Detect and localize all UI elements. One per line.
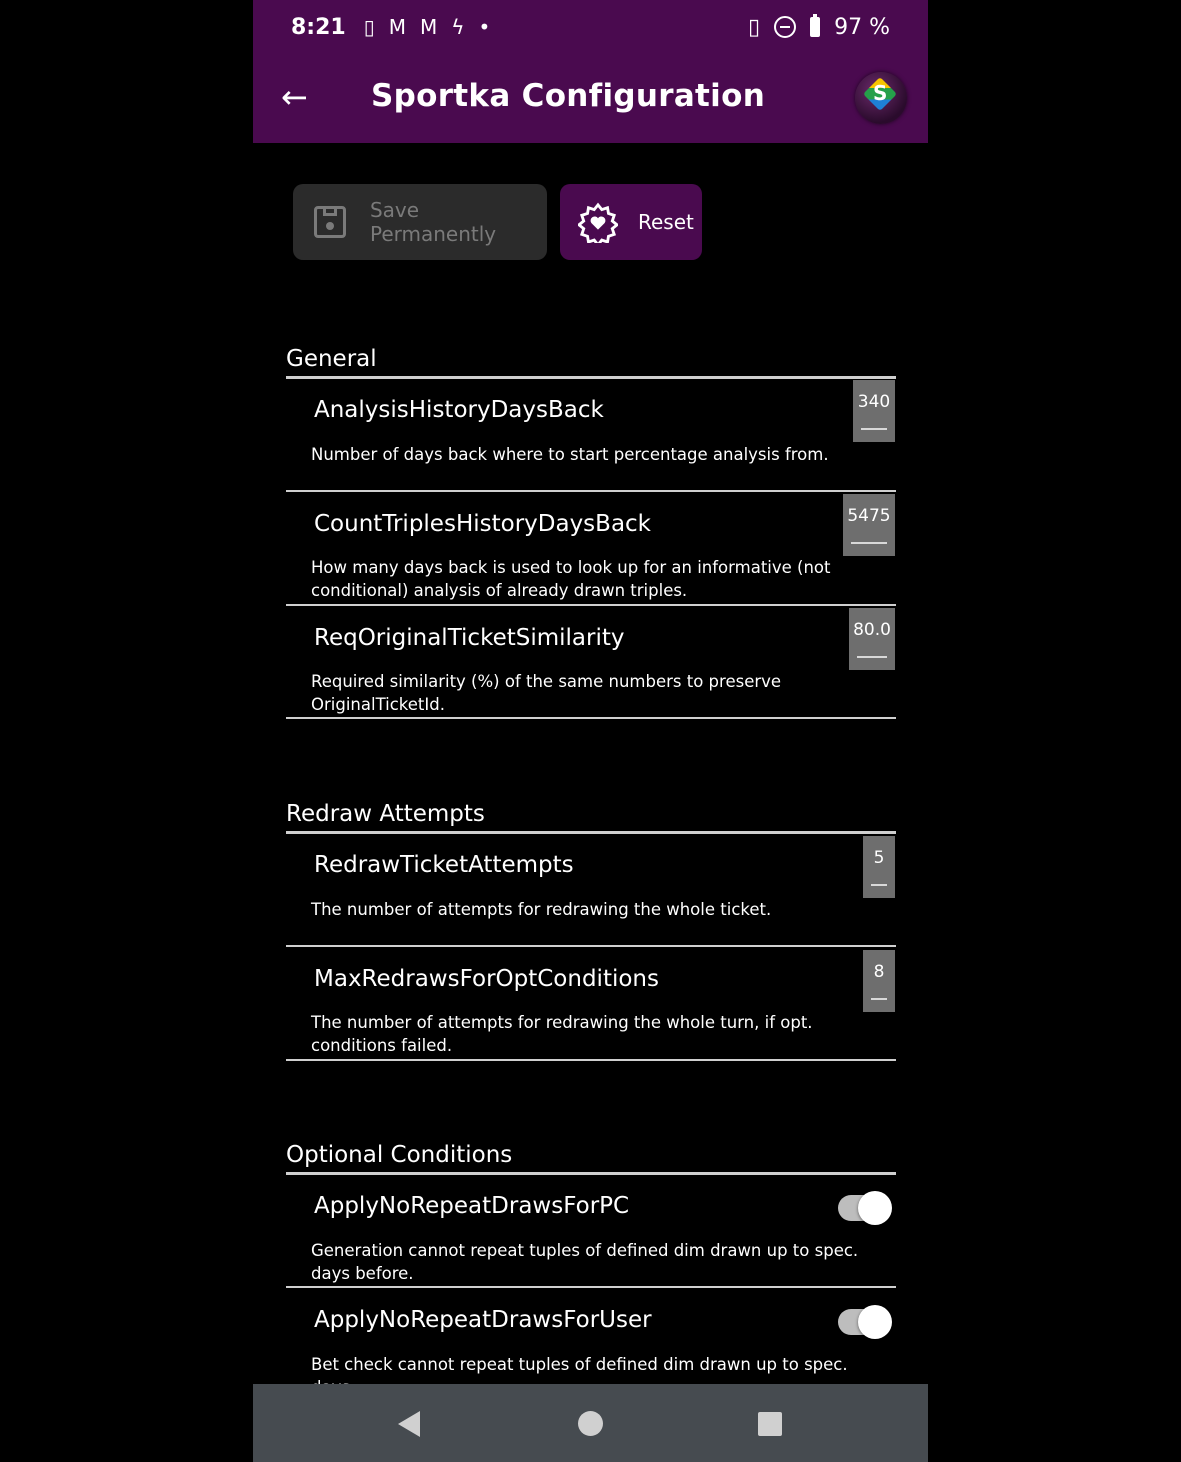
- setting-description: Number of days back where to start percentage analysis from.: [311, 445, 829, 464]
- setting-description: How many days back is used to look up for an informative (not conditional) analysis of already drawn triples.: [311, 558, 831, 600]
- setting-name: ApplyNoRepeatDrawsForPC: [314, 1193, 630, 1219]
- status-bar-right: [748, 10, 890, 44]
- battery-level: 97 %: [834, 14, 890, 40]
- dot-icon: •: [478, 15, 491, 39]
- item-divider: [286, 1286, 896, 1288]
- value-input-analysis-history-days-back[interactable]: [853, 380, 895, 442]
- setting-name: ReqOriginalTicketSimilarity: [314, 625, 625, 651]
- app-logo[interactable]: [855, 72, 907, 124]
- value-input-req-original-ticket-similarity[interactable]: [849, 608, 895, 670]
- setting-description: The number of attempts for redrawing the whole ticket.: [311, 900, 772, 919]
- value-text: 5475: [847, 506, 891, 526]
- item-divider: [286, 945, 896, 947]
- value-input-max-redraws-for-opt-conditions[interactable]: [863, 950, 895, 1012]
- status-bar-left: [291, 10, 490, 44]
- value-text: 5: [873, 848, 885, 868]
- section-divider: [286, 376, 896, 379]
- gmail-icon: M: [388, 15, 407, 39]
- setting-name: RedrawTicketAttempts: [314, 852, 574, 878]
- setting-description: Required similarity (%) of the same numbers to preserve OriginalTicketId.: [311, 672, 782, 714]
- setting-description: The number of attempts for redrawing the whole turn, if opt. conditions failed.: [311, 1013, 813, 1055]
- nav-back-icon[interactable]: [398, 1411, 420, 1437]
- value-input-count-triples-history-days-back[interactable]: [843, 494, 895, 556]
- setting-name: ApplyNoRepeatDrawsForUser: [314, 1307, 652, 1333]
- section-title-optional-conditions: Optional Conditions: [286, 1142, 513, 1168]
- setting-description: Generation cannot repeat tuples of defined dim drawn up to spec. days before.: [311, 1241, 859, 1283]
- gmail-icon: M: [420, 15, 438, 39]
- dnd-icon: [774, 16, 796, 38]
- system-nav-bar: [253, 1384, 928, 1462]
- activity-icon: ϟ: [451, 15, 465, 39]
- section-title-redraw-attempts: Redraw Attempts: [286, 801, 485, 827]
- setting-name: AnalysisHistoryDaysBack: [314, 397, 604, 423]
- save-icon: [311, 202, 350, 242]
- toggle-apply-no-repeat-draws-for-user[interactable]: [838, 1309, 890, 1335]
- section-divider: [286, 831, 896, 834]
- back-arrow-icon[interactable]: ←: [281, 78, 308, 116]
- setting-name: CountTriplesHistoryDaysBack: [314, 511, 652, 537]
- page-title: Sportka Configuration: [371, 78, 766, 114]
- phone-screen: [253, 0, 928, 1462]
- item-divider: [286, 1059, 896, 1061]
- reset-label: Reset: [638, 210, 694, 234]
- nav-recents-icon[interactable]: [758, 1412, 782, 1436]
- value-text: 340: [857, 392, 891, 412]
- value-input-redraw-ticket-attempts[interactable]: [863, 836, 895, 898]
- setting-name: MaxRedrawsForOptConditions: [314, 966, 659, 992]
- value-text: 80.0: [853, 620, 891, 640]
- toggle-apply-no-repeat-draws-for-pc[interactable]: [838, 1195, 890, 1221]
- battery-icon: [810, 17, 820, 37]
- sim-icon: ▯: [363, 15, 375, 39]
- item-divider: [286, 604, 896, 606]
- item-divider: [286, 490, 896, 492]
- section-divider: [286, 1172, 896, 1175]
- reset-button[interactable]: [560, 184, 702, 260]
- section-title-general: General: [286, 346, 377, 372]
- app-bar: [253, 0, 928, 143]
- gear-heart-icon: [578, 202, 618, 242]
- value-text: 8: [873, 962, 885, 982]
- nav-home-icon[interactable]: [578, 1411, 603, 1436]
- vibrate-icon: ▯: [747, 14, 761, 40]
- logo-s-icon: S: [873, 81, 888, 105]
- setting-description: Bet check cannot repeat tuples of defined dim drawn up to spec.: [311, 1355, 848, 1374]
- item-divider: [286, 717, 896, 719]
- status-time: 8:21: [291, 14, 346, 40]
- save-permanently-button[interactable]: [293, 184, 547, 260]
- save-permanently-label: Save Permanently: [369, 198, 497, 246]
